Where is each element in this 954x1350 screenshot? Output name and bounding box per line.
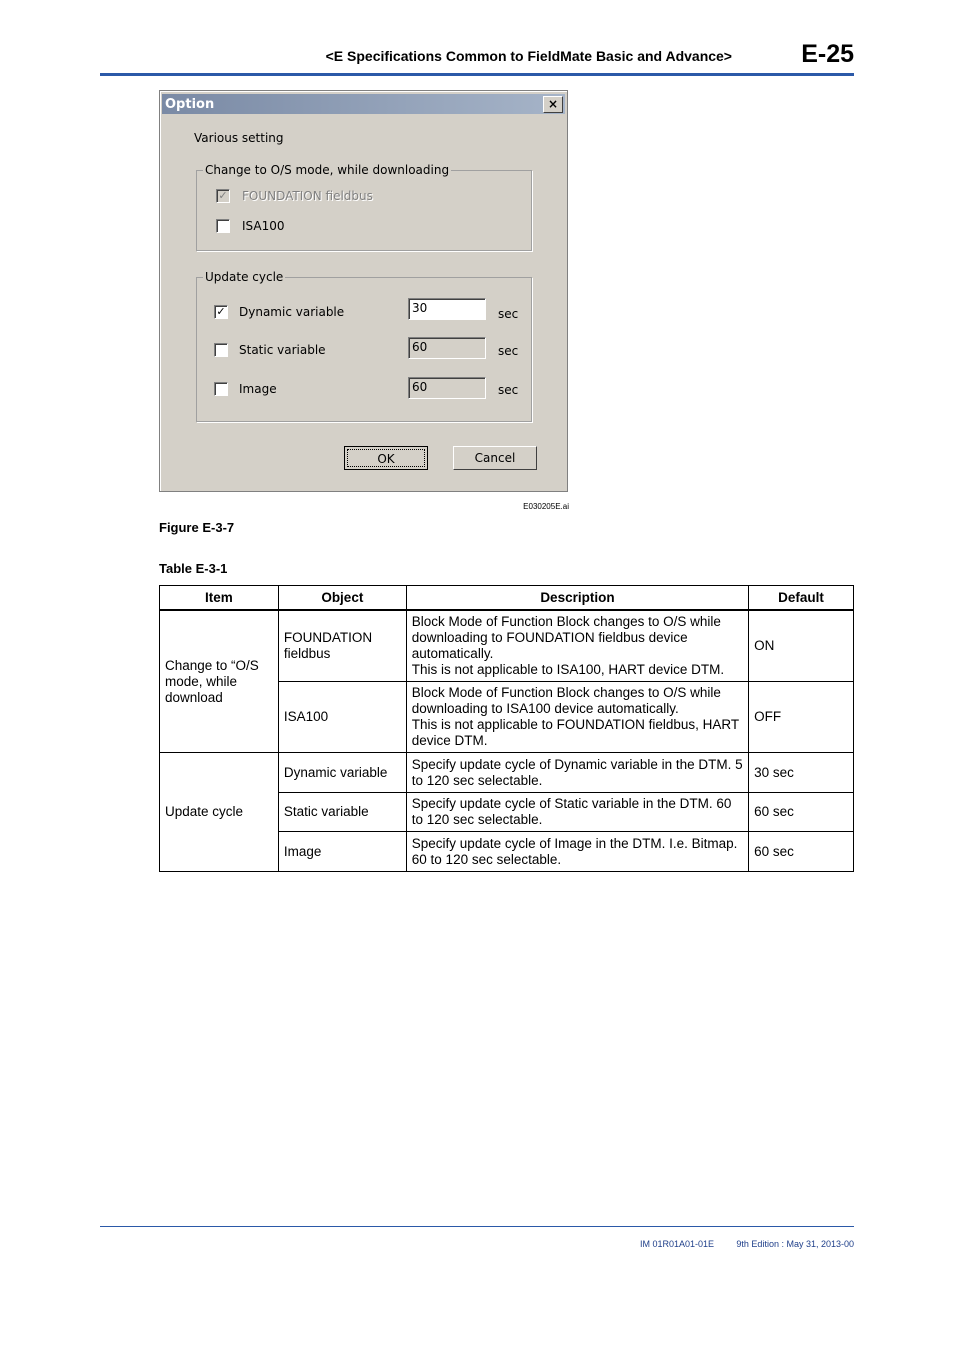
dialog-title-bar xyxy=(162,94,565,114)
default-cell: ON xyxy=(749,610,854,682)
table-header-row xyxy=(160,586,854,611)
header-item: Item xyxy=(160,586,279,611)
object-cell: Static variable xyxy=(278,793,406,832)
cancel-button[interactable]: Cancel xyxy=(453,446,537,470)
dynamic-variable-input[interactable]: 30 xyxy=(408,298,486,320)
static-variable-input[interactable]: 60 xyxy=(408,337,486,359)
header-rule xyxy=(100,73,854,76)
header-description: Description xyxy=(406,586,748,611)
ok-button-label: OK xyxy=(347,449,425,467)
object-cell: Dynamic variable xyxy=(278,753,406,793)
item-cell: Change to “O/S mode, while download xyxy=(160,610,279,753)
header-object: Object xyxy=(278,586,406,611)
table-caption: Table E-3-1 xyxy=(159,561,228,576)
document-number: IM 01R01A01-01E xyxy=(640,1239,715,1249)
dialog-title: Option xyxy=(165,97,215,112)
os-mode-group-caption: Change to O/S mode, while downloading xyxy=(205,163,450,177)
ok-button[interactable] xyxy=(344,446,428,470)
description-line: Block Mode of Function Block changes to O/S while downloading to ISA100 device automatically. xyxy=(411,685,721,716)
os-mode-group xyxy=(196,163,532,251)
running-header: <E Specifications Common to FieldMate Basic and Advance> xyxy=(325,48,732,64)
isa100-label: ISA100 xyxy=(242,219,285,233)
footer-rule xyxy=(100,1226,854,1227)
header-default: Default xyxy=(749,586,854,611)
page-number: E-25 xyxy=(801,40,854,68)
static-variable-label: Static variable xyxy=(239,343,326,357)
static-variable-checkbox[interactable] xyxy=(214,343,228,357)
update-cycle-group-caption: Update cycle xyxy=(205,270,284,284)
dynamic-variable-unit: sec xyxy=(498,307,519,321)
dynamic-variable-checkbox[interactable]: ✓ xyxy=(214,305,228,319)
figure-file-code: E030205E.ai xyxy=(523,502,569,511)
description-cell: Specify update cycle of Image in the DTM. I.e. Bitmap. 60 to 120 sec selectable. xyxy=(406,832,748,872)
description-line: Block Mode of Function Block changes to O/S while downloading to FOUNDATION fieldbus device automatically. xyxy=(411,614,721,661)
static-variable-unit: sec xyxy=(498,344,519,358)
foundation-fieldbus-label: FOUNDATION fieldbus xyxy=(242,189,373,203)
description-line: This is not applicable to ISA100, HART device DTM. xyxy=(411,662,725,677)
default-cell: 30 sec xyxy=(749,753,854,793)
object-cell: FOUNDATION fieldbus xyxy=(278,610,406,682)
description-line: This is not applicable to FOUNDATION fieldbus, HART device DTM. xyxy=(411,717,739,748)
item-cell: Update cycle xyxy=(160,753,279,872)
spec-table xyxy=(159,585,854,872)
description-cell xyxy=(406,610,748,682)
default-cell: OFF xyxy=(749,682,854,753)
image-unit: sec xyxy=(498,383,519,397)
various-setting-label: Various setting xyxy=(194,131,284,145)
image-checkbox[interactable] xyxy=(214,382,228,396)
description-cell: Specify update cycle of Dynamic variable in the DTM. 5 to 120 sec selectable. xyxy=(406,753,748,793)
image-label: Image xyxy=(239,382,277,396)
default-cell: 60 sec xyxy=(749,793,854,832)
description-cell xyxy=(406,682,748,753)
object-cell: ISA100 xyxy=(278,682,406,753)
foundation-fieldbus-checkbox[interactable]: ✓ xyxy=(216,189,230,203)
table-row xyxy=(160,753,854,793)
option-dialog xyxy=(159,90,568,492)
image-input[interactable]: 60 xyxy=(408,377,486,399)
figure-caption: Figure E-3-7 xyxy=(159,520,235,535)
table-row xyxy=(160,610,854,682)
description-cell: Specify update cycle of Static variable in the DTM. 60 to 120 sec selectable. xyxy=(406,793,748,832)
isa100-checkbox[interactable] xyxy=(216,219,230,233)
edition-info: 9th Edition : May 31, 2013-00 xyxy=(736,1239,854,1249)
dynamic-variable-label: Dynamic variable xyxy=(239,305,345,319)
default-cell: 60 sec xyxy=(749,832,854,872)
object-cell: Image xyxy=(278,832,406,872)
close-icon[interactable]: × xyxy=(543,96,563,113)
